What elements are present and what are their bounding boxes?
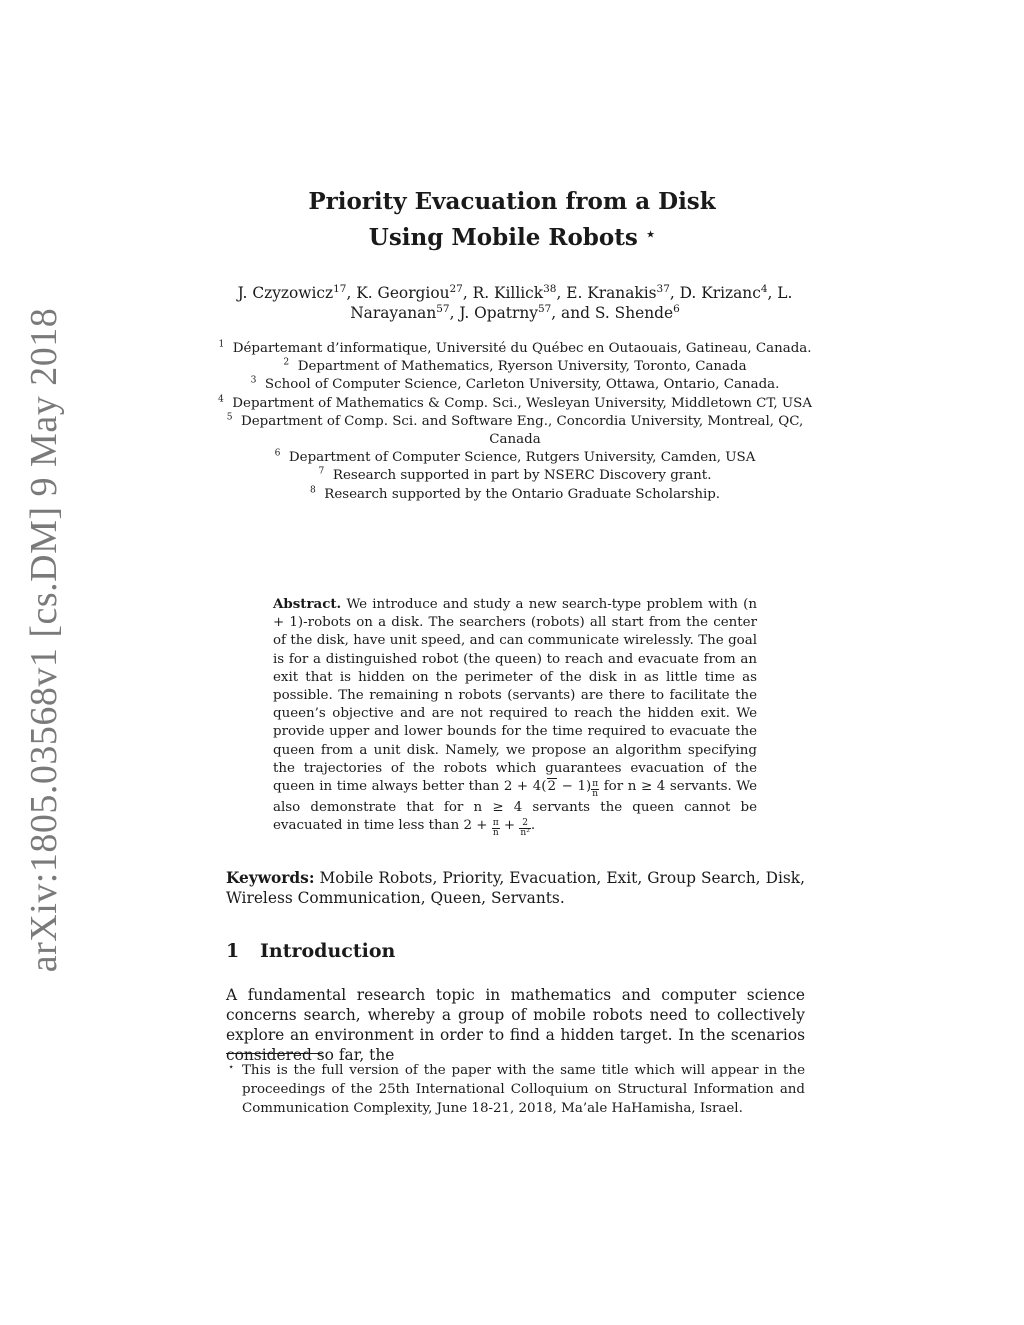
- title-line-2: Using Mobile Robots ⋆: [368, 224, 656, 251]
- footnote-text: This is the full version of the paper with the same title which will appear in the proceedings of the 25th International Colloquium on Structural Information and Communication Complexity, June 18-21, 2018, Ma’ale HaHamisha, Israel.: [242, 1063, 805, 1116]
- affiliation-list: [215, 340, 815, 504]
- abstract-label: Abstract.: [273, 596, 342, 612]
- paper-title: [0, 186, 1024, 254]
- footnote: [228, 1058, 805, 1118]
- footnote-divider: [226, 1053, 322, 1054]
- affiliation-item: $^3$ School of Computer Science, Carleton University, Ottawa, Ontario, Canada.: [250, 375, 780, 393]
- intro-paragraph: A fundamental research topic in mathematics and computer science concerns search, whereby a group of mobile robots need to collectively explore an environment in order to find a hidden target. In the scenarios considered so far, the: [226, 986, 805, 1064]
- keywords-label: Keywords:: [226, 869, 315, 887]
- section-heading: [226, 940, 395, 962]
- sqrt-expression: 2: [547, 779, 557, 795]
- affiliation-item: $^5$ Department of Comp. Sci. and Software Eng., Concordia University, Montreal, QC, Canada: [226, 412, 804, 448]
- fraction-pi-over-n: $\frac{\pi}{n}$: [592, 779, 599, 800]
- affiliation-item: $^1$ Départemant d’informatique, Université du Québec en Outaouais, Gatineau, Canada.: [218, 339, 812, 356]
- affiliation-item: $^2$ Department of Mathematics, Ryerson University, Toronto, Canada: [283, 357, 747, 375]
- fraction-two-over-n-squared: $\frac{2}{\text{n²}}$: [520, 818, 530, 839]
- abstract: Abstract. We introduce and study a new search-type problem with (n + 1)-robots on a disk. The searchers (robots) all start from the center of the disk, have unit speed, and can communicate wirelessly. The goal is for a distinguished robot (the queen) to reach and evacuate from an exit that is hidden on the perimeter of the disk in as little time as possible. The remaining n robots (servants) are there to facilitate the queen’s objective and are not required to reach the hidden exit. We provide upper and lower bounds for the time required to evacuate the queen from a unit disk. Namely, we propose an algorithm specifying the trajectories of the robots which guarantees evacuation of the queen in time always better than 2 + 4(2 − 1) $\frac{\pi}{n}$ for n ≥ 4 servants. We also demonstrate that for n ≥ 4 servants the queen cannot be evacuated in time less than 2 + $\frac{\pi}{n}$ + $\frac{2}{\text{n²}}$ .: [273, 596, 758, 839]
- keywords-text: Mobile Robots, Priority, Evacuation, Exit, Group Search, Disk, Wireless Communication, Queen, Servants.: [226, 869, 805, 907]
- fraction-pi-over-n: $\frac{\pi}{n}$: [492, 818, 499, 839]
- footnote-mark: ⋆: [228, 1062, 235, 1073]
- section-title: Introduction: [260, 940, 396, 962]
- title-footnote-mark: ⋆: [645, 225, 656, 243]
- affiliation-item: $^4$ Department of Mathematics & Comp. Sci., Wesleyan University, Middletown CT, USA: [217, 394, 813, 411]
- affiliation-item: $^7$ Research supported in part by NSERC Discovery grant.: [318, 466, 712, 484]
- title-line-1: Priority Evacuation from a Disk: [308, 188, 716, 215]
- arxiv-identifier: arXiv:1805.03568v1 [cs.DM] 9 May 2018: [23, 307, 65, 973]
- keywords: [226, 868, 805, 908]
- affiliation-item: $^8$ Research supported by the Ontario Graduate Scholarship.: [309, 485, 721, 502]
- author-list: J. Czyzowicz$^{17}$, K. Georgiou$^{27}$, R. Killick$^{38}$, E. Kranakis$^{37}$, D. Krizanc$^4$, L. Narayanan$^{57}$, J. Opatrny$^{57}$, and S. Shende$^6$: [237, 282, 793, 322]
- affiliation-item: $^6$ Department of Computer Science, Rutgers University, Camden, USA: [274, 448, 756, 466]
- section-number: 1: [226, 940, 240, 962]
